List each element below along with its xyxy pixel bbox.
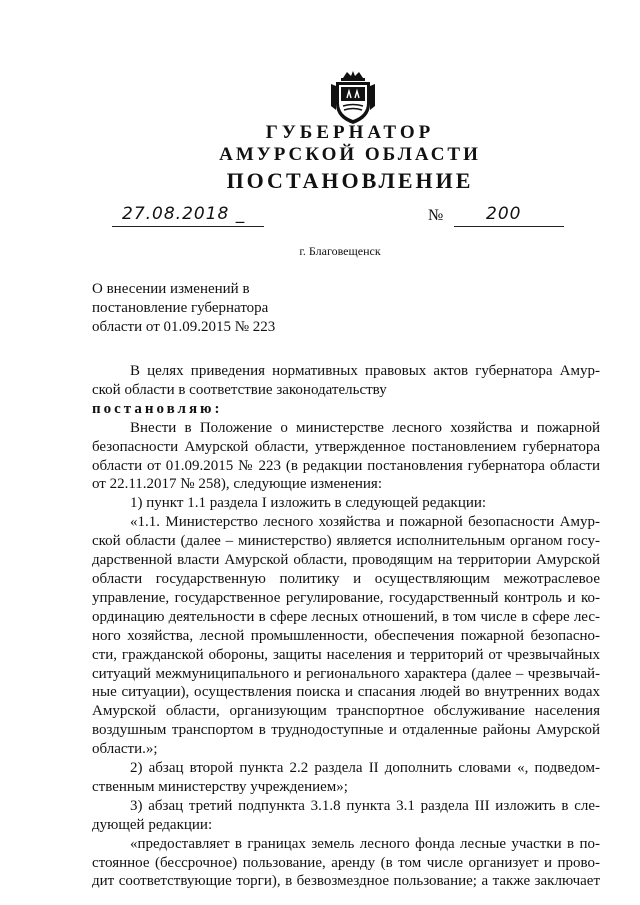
- body-line: 1) пункт 1.1 раздела I изложить в следующей редакции:: [130, 495, 487, 512]
- document-date-handwritten: 27.08.2018 _: [122, 204, 246, 224]
- body-line: Внести в Положение о министерстве лесного хозяйства и пожарной: [130, 419, 600, 436]
- body-line: от 22.11.2017 № 258), следующие изменения:: [92, 476, 382, 493]
- body-line: ской области в соответствие законодательству: [92, 381, 387, 398]
- body-line: дарственной власти Амурской области, проводящим на территории Амурской: [92, 552, 600, 569]
- document-type: ПОСТАНОВЛЕНИЕ: [226, 168, 474, 193]
- date-underline: [112, 226, 264, 227]
- body-line: «предоставляет в границах земель лесного фонда лесные участки в по-: [130, 835, 600, 852]
- body-line: дующей редакции:: [92, 816, 213, 833]
- document-number-handwritten: 200: [486, 204, 522, 224]
- organization-title: ГУБЕРНАТОР: [265, 122, 435, 143]
- body-line: дит соответствующие торги), в безвозмездное пользование; а также заключает: [92, 873, 600, 890]
- body-line: ные ситуации), осуществления поиска и спасания людей во внутренних водах: [92, 684, 600, 701]
- body-line: 2) абзац второй пункта 2.2 раздела II дополнить словами «, подведом-: [130, 760, 600, 777]
- body-line: стоянное (бессрочное) пользование, аренду (в том числе организует и прово-: [92, 854, 600, 871]
- body-line: области.»;: [92, 741, 158, 758]
- body-line: «1.1. Министерство лесного хозяйства и пожарной безопасности Амур-: [130, 514, 600, 531]
- subject-line: постановление губернатора: [92, 300, 269, 316]
- body-line: ординацию деятельности в сфере лесных отношений, в том числе в сфере лес-: [92, 608, 600, 625]
- body-line: ситуаций межмуниципального и регионального характера (далее – чрезвычай-: [92, 665, 600, 682]
- body-line: ного хозяйства, лесной промышленности, обеспечения пожарной безопасно-: [92, 627, 600, 644]
- number-label: №: [428, 207, 444, 224]
- number-underline: [454, 226, 564, 227]
- organization-region: АМУРСКОЙ ОБЛАСТИ: [219, 144, 481, 165]
- body-line: управление, государственное регулирование, государственный контроль и ко-: [92, 589, 600, 606]
- body-line: ской области (далее – министерство) является исполнительным органом госу-: [92, 533, 600, 550]
- body-line: области государственную политику и осуществляющим межотраслевое: [92, 570, 600, 587]
- subject-line: области от 01.09.2015 № 223: [92, 319, 276, 335]
- body-line: воздушным транспортом в труднодоступные и отдаленные районы Амурской: [92, 722, 600, 739]
- body-line: В целях приведения нормативных правовых актов губернатора Амур-: [130, 363, 600, 379]
- body-line: Амурской области, организующим транспортное обслуживание населения: [92, 703, 600, 720]
- body-line: ственным министерству учреждением»;: [92, 778, 348, 795]
- document-body: [92, 362, 600, 891]
- body-line: безопасности Амурской области, утвержденное постановлением губернатора: [92, 438, 600, 455]
- amur-region-coat-of-arms-icon: [327, 70, 379, 126]
- body-line: области от 01.09.2015 № 223 (в редакции постановления губернатора области: [92, 457, 600, 474]
- city-name: г. Благовещенск: [299, 244, 381, 258]
- subject-line: О внесении изменений в: [92, 281, 250, 297]
- document-subject: [92, 280, 332, 337]
- body-line: сти, гражданской обороны, защиты населения и территорий от чрезвычайных: [92, 646, 600, 663]
- body-line: 3) абзац третий подпункта 3.1.8 пункта 3.1 раздела III изложить в сле-: [130, 797, 600, 814]
- resolve-heading: постановляю:: [92, 400, 223, 417]
